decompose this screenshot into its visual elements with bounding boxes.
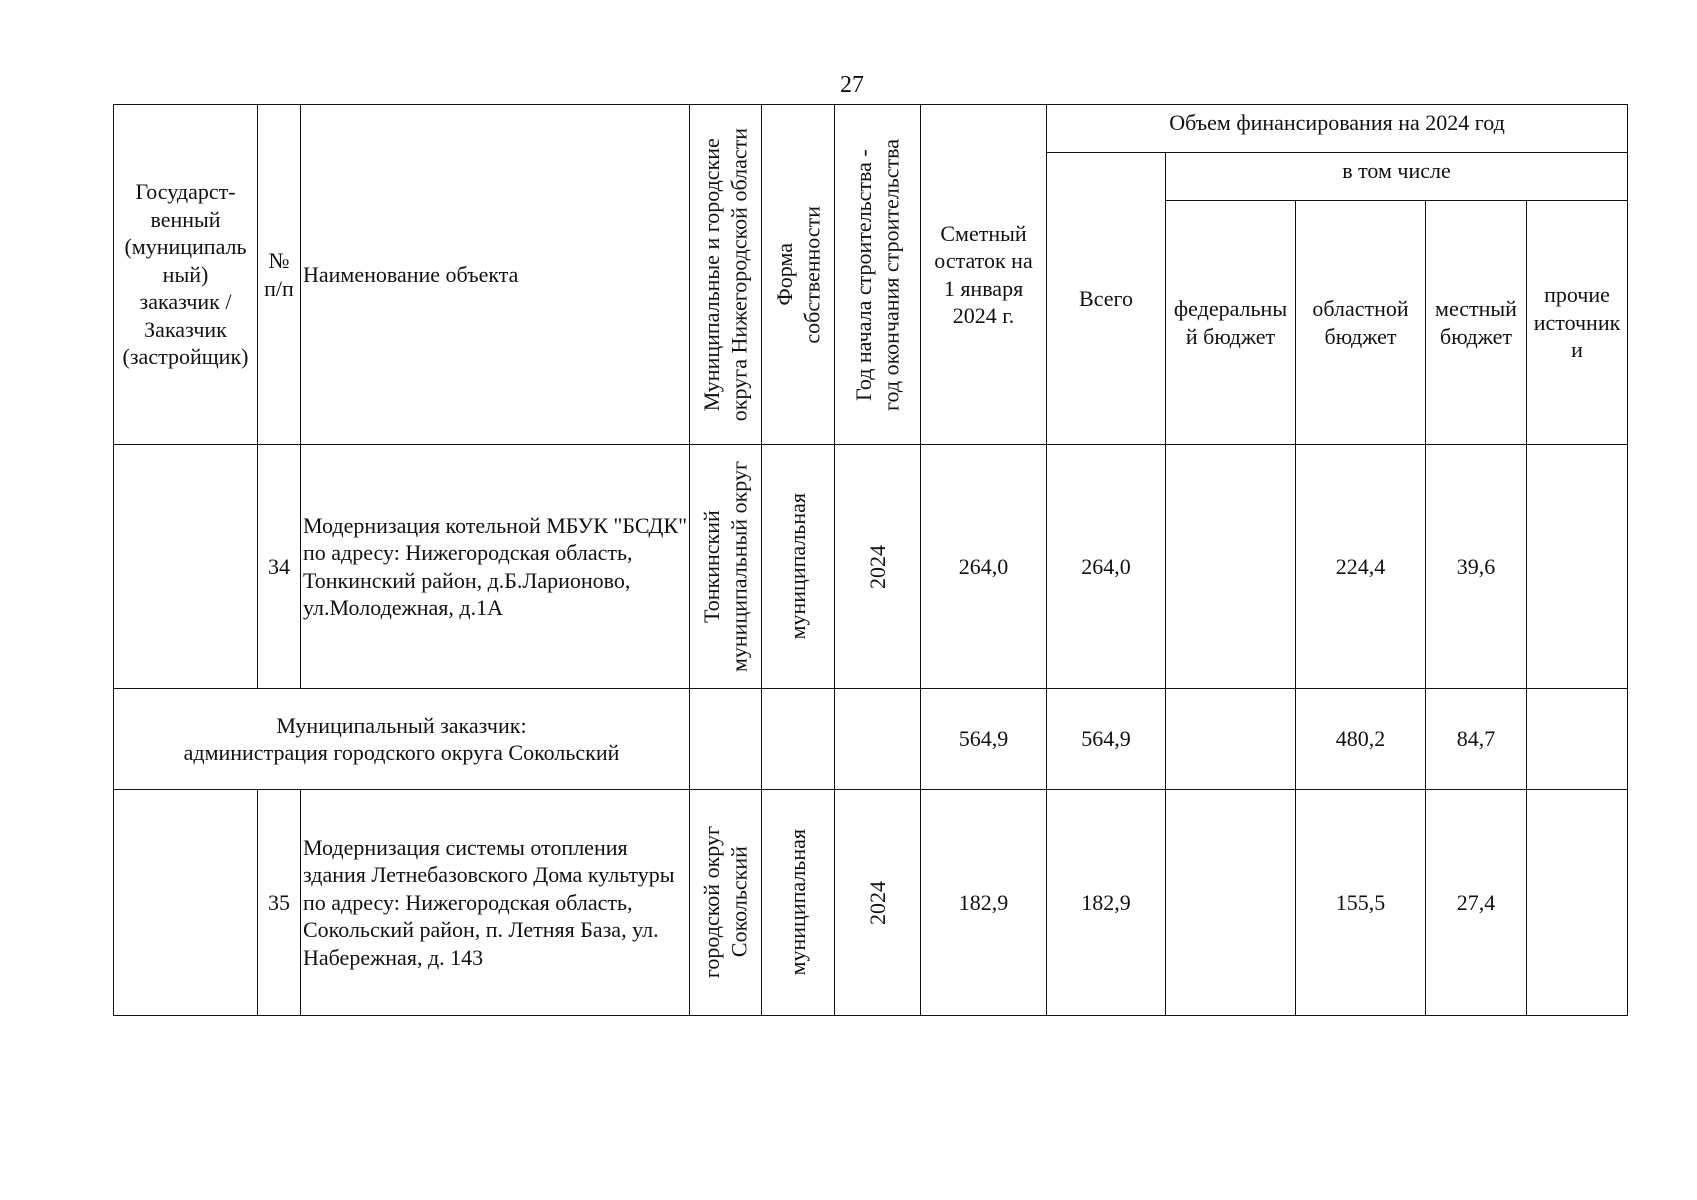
subtotal-label: Муниципальный заказчик: администрация городского округа Сокольский: [114, 689, 690, 790]
table-row-subtotal: [114, 689, 1628, 790]
subtotal-federal: [1166, 689, 1296, 790]
page-number: 27: [840, 72, 864, 98]
header-total: Всего: [1047, 153, 1166, 445]
header-including: в том числе: [1166, 153, 1628, 201]
subtotal-regional: 480,2: [1296, 689, 1426, 790]
header-regional: областной бюджет: [1296, 201, 1426, 445]
subtotal-ownership: [762, 689, 835, 790]
header-years: Год начала строительства - год окончания строительства: [851, 138, 904, 411]
header-federal: федеральны й бюджет: [1166, 201, 1296, 445]
row-years-cell: [835, 445, 921, 689]
row-other: [1527, 445, 1628, 689]
header-ownership-cell: [762, 105, 835, 445]
row-total: 264,0: [1047, 445, 1166, 689]
header-object-name: Наименование объекта: [301, 105, 690, 445]
table-row: [114, 790, 1628, 1016]
row-customer: [114, 445, 258, 689]
header-municipality: Муниципальные и городские округа Нижегородской области: [699, 127, 752, 422]
row-municipality: Тонкинский муниципальный округ: [699, 460, 752, 672]
row-municipality-cell: [690, 445, 762, 689]
financing-table: [113, 104, 1628, 1016]
row-ownership-cell: [762, 790, 835, 1016]
header-number: № п/п: [258, 105, 301, 445]
row-ownership-cell: [762, 445, 835, 689]
row-other: [1527, 790, 1628, 1016]
subtotal-estimate: 564,9: [921, 689, 1047, 790]
header-ownership: Форма собственности: [771, 205, 824, 344]
header-other: прочие источник и: [1527, 201, 1628, 445]
header-funding-group: Объем финансирования на 2024 год: [1047, 105, 1628, 153]
header-estimate: Сметный остаток на 1 января 2024 г.: [921, 105, 1047, 445]
row-regional: 224,4: [1296, 445, 1426, 689]
row-customer: [114, 790, 258, 1016]
row-number: 35: [258, 790, 301, 1016]
header-local: местный бюджет: [1426, 201, 1527, 445]
row-years: 2024: [864, 880, 890, 925]
table-row: [114, 445, 1628, 689]
subtotal-municipality: [690, 689, 762, 790]
row-estimate: 264,0: [921, 445, 1047, 689]
row-regional: 155,5: [1296, 790, 1426, 1016]
subtotal-years: [835, 689, 921, 790]
row-years-cell: [835, 790, 921, 1016]
header-years-cell: [835, 105, 921, 445]
row-years: 2024: [864, 544, 890, 589]
row-ownership: муниципальная: [785, 493, 811, 640]
row-total: 182,9: [1047, 790, 1166, 1016]
row-federal: [1166, 445, 1296, 689]
row-number: 34: [258, 445, 301, 689]
row-municipality: городской округ Сокольский: [699, 826, 752, 979]
row-federal: [1166, 790, 1296, 1016]
row-ownership: муниципальная: [785, 829, 811, 976]
row-municipality-cell: [690, 790, 762, 1016]
row-object-name: Модернизация котельной МБУК "БСДК" по адресу: Нижегородская область, Тонкинский район, д.Б.Ларионово, ул.Молодежная, д.1А: [301, 445, 690, 689]
subtotal-local: 84,7: [1426, 689, 1527, 790]
row-estimate: 182,9: [921, 790, 1047, 1016]
row-local: 27,4: [1426, 790, 1527, 1016]
subtotal-other: [1527, 689, 1628, 790]
header-customer: Государст- венный (муниципаль ный) заказчик / Заказчик (застройщик): [114, 105, 258, 445]
row-object-name: Модернизация системы отопления здания Летнебазовского Дома культуры по адресу: Нижегородская область, Сокольский район, п. Летняя База, ул. Набережная, д. 143: [301, 790, 690, 1016]
row-local: 39,6: [1426, 445, 1527, 689]
header-municipality-cell: [690, 105, 762, 445]
subtotal-total: 564,9: [1047, 689, 1166, 790]
